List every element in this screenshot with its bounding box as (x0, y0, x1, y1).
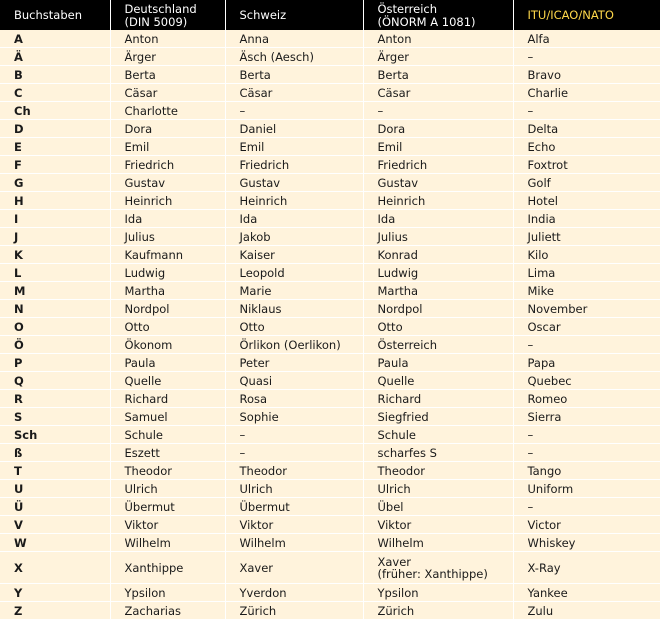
cell-itu: Yankee (513, 584, 660, 602)
cell-letter: Y (0, 584, 110, 602)
table-row (0, 408, 660, 426)
cell-letter: J (0, 228, 110, 246)
cell-austria: Emil (363, 138, 513, 156)
cell-austria: Martha (363, 282, 513, 300)
cell-switzerland: Sophie (225, 408, 363, 426)
cell-germany: Ärger (110, 48, 225, 66)
header-letters: Buchstaben (0, 0, 110, 30)
cell-germany: Martha (110, 282, 225, 300)
cell-switzerland: Leopold (225, 264, 363, 282)
cell-itu: Kilo (513, 246, 660, 264)
cell-letter: Ch (0, 102, 110, 120)
table-row (0, 264, 660, 282)
cell-letter: Ö (0, 336, 110, 354)
cell-germany: Schule (110, 426, 225, 444)
cell-letter: F (0, 156, 110, 174)
cell-itu: Bravo (513, 66, 660, 84)
cell-germany: Ökonom (110, 336, 225, 354)
cell-letter: V (0, 516, 110, 534)
cell-austria: Schule (363, 426, 513, 444)
cell-austria: Xaver (früher: Xanthippe) (363, 552, 513, 584)
cell-switzerland: Friedrich (225, 156, 363, 174)
cell-austria: Dora (363, 120, 513, 138)
cell-austria: Anton (363, 30, 513, 48)
cell-itu: Alfa (513, 30, 660, 48)
cell-austria: Ulrich (363, 480, 513, 498)
cell-austria: Richard (363, 390, 513, 408)
cell-austria: Paula (363, 354, 513, 372)
cell-austria: Friedrich (363, 156, 513, 174)
cell-switzerland: Wilhelm (225, 534, 363, 552)
cell-itu: Delta (513, 120, 660, 138)
header-austria: Österreich (ÖNORM A 1081) (363, 0, 513, 30)
cell-itu: – (513, 426, 660, 444)
table-row (0, 602, 660, 620)
cell-austria: Nordpol (363, 300, 513, 318)
cell-germany: Zacharias (110, 602, 225, 620)
table-row (0, 498, 660, 516)
table-row (0, 372, 660, 390)
cell-letter: L (0, 264, 110, 282)
cell-austria: Heinrich (363, 192, 513, 210)
cell-letter: U (0, 480, 110, 498)
cell-letter: I (0, 210, 110, 228)
table-row (0, 584, 660, 602)
cell-germany: Berta (110, 66, 225, 84)
table-row (0, 174, 660, 192)
cell-letter: H (0, 192, 110, 210)
cell-switzerland: Peter (225, 354, 363, 372)
cell-itu: X-Ray (513, 552, 660, 584)
table-row (0, 138, 660, 156)
cell-switzerland: Emil (225, 138, 363, 156)
cell-switzerland: Ida (225, 210, 363, 228)
cell-itu: India (513, 210, 660, 228)
cell-austria: Ärger (363, 48, 513, 66)
table-row (0, 336, 660, 354)
table-row (0, 354, 660, 372)
cell-switzerland: Rosa (225, 390, 363, 408)
cell-switzerland: – (225, 426, 363, 444)
cell-germany: Übermut (110, 498, 225, 516)
cell-germany: Kaufmann (110, 246, 225, 264)
cell-germany: Paula (110, 354, 225, 372)
cell-germany: Eszett (110, 444, 225, 462)
table-row (0, 192, 660, 210)
cell-switzerland: Otto (225, 318, 363, 336)
cell-switzerland: Jakob (225, 228, 363, 246)
table-row (0, 156, 660, 174)
cell-switzerland: Yverdon (225, 584, 363, 602)
cell-switzerland: Cäsar (225, 84, 363, 102)
cell-letter: B (0, 66, 110, 84)
cell-germany: Charlotte (110, 102, 225, 120)
cell-switzerland: Quasi (225, 372, 363, 390)
table-row (0, 48, 660, 66)
table-row (0, 480, 660, 498)
cell-letter: P (0, 354, 110, 372)
cell-itu: Quebec (513, 372, 660, 390)
cell-letter: S (0, 408, 110, 426)
cell-austria: Ludwig (363, 264, 513, 282)
cell-itu: Mike (513, 282, 660, 300)
cell-switzerland: Berta (225, 66, 363, 84)
cell-austria: Theodor (363, 462, 513, 480)
cell-switzerland: Kaiser (225, 246, 363, 264)
table-row (0, 444, 660, 462)
cell-letter: E (0, 138, 110, 156)
header-itu: ITU/ICAO/NATO (513, 0, 660, 30)
table-row (0, 300, 660, 318)
cell-austria: Cäsar (363, 84, 513, 102)
table-row (0, 30, 660, 48)
cell-switzerland: Übermut (225, 498, 363, 516)
cell-germany: Richard (110, 390, 225, 408)
cell-germany: Samuel (110, 408, 225, 426)
cell-letter: Z (0, 602, 110, 620)
cell-germany: Quelle (110, 372, 225, 390)
cell-austria: Übel (363, 498, 513, 516)
table-row (0, 534, 660, 552)
table-row (0, 426, 660, 444)
cell-austria: – (363, 102, 513, 120)
cell-germany: Nordpol (110, 300, 225, 318)
cell-austria: Ida (363, 210, 513, 228)
cell-itu: Echo (513, 138, 660, 156)
cell-itu: Tango (513, 462, 660, 480)
cell-itu: – (513, 336, 660, 354)
cell-germany: Emil (110, 138, 225, 156)
cell-letter: N (0, 300, 110, 318)
cell-itu: Uniform (513, 480, 660, 498)
cell-itu: November (513, 300, 660, 318)
cell-itu: – (513, 48, 660, 66)
header-switzerland: Schweiz (225, 0, 363, 30)
table-row (0, 120, 660, 138)
cell-austria: Wilhelm (363, 534, 513, 552)
header-row (0, 0, 660, 30)
cell-letter: T (0, 462, 110, 480)
cell-austria: Österreich (363, 336, 513, 354)
cell-germany: Xanthippe (110, 552, 225, 584)
cell-switzerland: Anna (225, 30, 363, 48)
cell-letter: Sch (0, 426, 110, 444)
cell-itu: Oscar (513, 318, 660, 336)
cell-germany: Ludwig (110, 264, 225, 282)
cell-switzerland: Niklaus (225, 300, 363, 318)
table-row (0, 282, 660, 300)
cell-austria: Konrad (363, 246, 513, 264)
cell-switzerland: Gustav (225, 174, 363, 192)
cell-germany: Julius (110, 228, 225, 246)
cell-germany: Viktor (110, 516, 225, 534)
cell-switzerland: Xaver (225, 552, 363, 584)
table-row (0, 516, 660, 534)
cell-itu: – (513, 444, 660, 462)
cell-letter: M (0, 282, 110, 300)
cell-germany: Anton (110, 30, 225, 48)
table-row (0, 390, 660, 408)
cell-austria: Berta (363, 66, 513, 84)
cell-switzerland: Marie (225, 282, 363, 300)
header-germany: Deutschland (DIN 5009) (110, 0, 225, 30)
table-row (0, 66, 660, 84)
cell-austria: Zürich (363, 602, 513, 620)
cell-switzerland: Äsch (Aesch) (225, 48, 363, 66)
cell-letter: R (0, 390, 110, 408)
table-row (0, 552, 660, 584)
cell-switzerland: Örlikon (Oerlikon) (225, 336, 363, 354)
cell-switzerland: Ulrich (225, 480, 363, 498)
table-row (0, 462, 660, 480)
cell-letter: ß (0, 444, 110, 462)
cell-letter: D (0, 120, 110, 138)
cell-letter: G (0, 174, 110, 192)
cell-austria: Ypsilon (363, 584, 513, 602)
cell-letter: A (0, 30, 110, 48)
cell-letter: O (0, 318, 110, 336)
cell-letter: Ä (0, 48, 110, 66)
cell-itu: Charlie (513, 84, 660, 102)
table-row (0, 84, 660, 102)
cell-itu: Papa (513, 354, 660, 372)
cell-switzerland: Zürich (225, 602, 363, 620)
cell-itu: Romeo (513, 390, 660, 408)
cell-germany: Dora (110, 120, 225, 138)
cell-germany: Theodor (110, 462, 225, 480)
cell-letter: K (0, 246, 110, 264)
cell-switzerland: Theodor (225, 462, 363, 480)
cell-itu: Golf (513, 174, 660, 192)
table-row (0, 228, 660, 246)
cell-itu: Juliett (513, 228, 660, 246)
cell-letter: Ü (0, 498, 110, 516)
cell-germany: Cäsar (110, 84, 225, 102)
cell-switzerland: Heinrich (225, 192, 363, 210)
cell-switzerland: – (225, 444, 363, 462)
cell-germany: Heinrich (110, 192, 225, 210)
cell-germany: Friedrich (110, 156, 225, 174)
cell-letter: Q (0, 372, 110, 390)
cell-austria: scharfes S (363, 444, 513, 462)
cell-itu: Lima (513, 264, 660, 282)
table-row (0, 318, 660, 336)
cell-letter: C (0, 84, 110, 102)
table-row (0, 102, 660, 120)
cell-itu: Foxtrot (513, 156, 660, 174)
cell-austria: Siegfried (363, 408, 513, 426)
cell-itu: Sierra (513, 408, 660, 426)
cell-itu: Zulu (513, 602, 660, 620)
cell-switzerland: Viktor (225, 516, 363, 534)
cell-austria: Quelle (363, 372, 513, 390)
cell-germany: Ulrich (110, 480, 225, 498)
cell-germany: Otto (110, 318, 225, 336)
cell-germany: Ypsilon (110, 584, 225, 602)
cell-switzerland: Daniel (225, 120, 363, 138)
cell-austria: Gustav (363, 174, 513, 192)
cell-austria: Viktor (363, 516, 513, 534)
cell-itu: – (513, 102, 660, 120)
cell-itu: Whiskey (513, 534, 660, 552)
table-row (0, 210, 660, 228)
cell-letter: W (0, 534, 110, 552)
cell-itu: Hotel (513, 192, 660, 210)
cell-germany: Wilhelm (110, 534, 225, 552)
cell-austria: Otto (363, 318, 513, 336)
cell-germany: Ida (110, 210, 225, 228)
cell-austria: Julius (363, 228, 513, 246)
cell-itu: Victor (513, 516, 660, 534)
cell-switzerland: – (225, 102, 363, 120)
cell-itu: – (513, 498, 660, 516)
cell-letter: X (0, 552, 110, 584)
cell-germany: Gustav (110, 174, 225, 192)
table-row (0, 246, 660, 264)
